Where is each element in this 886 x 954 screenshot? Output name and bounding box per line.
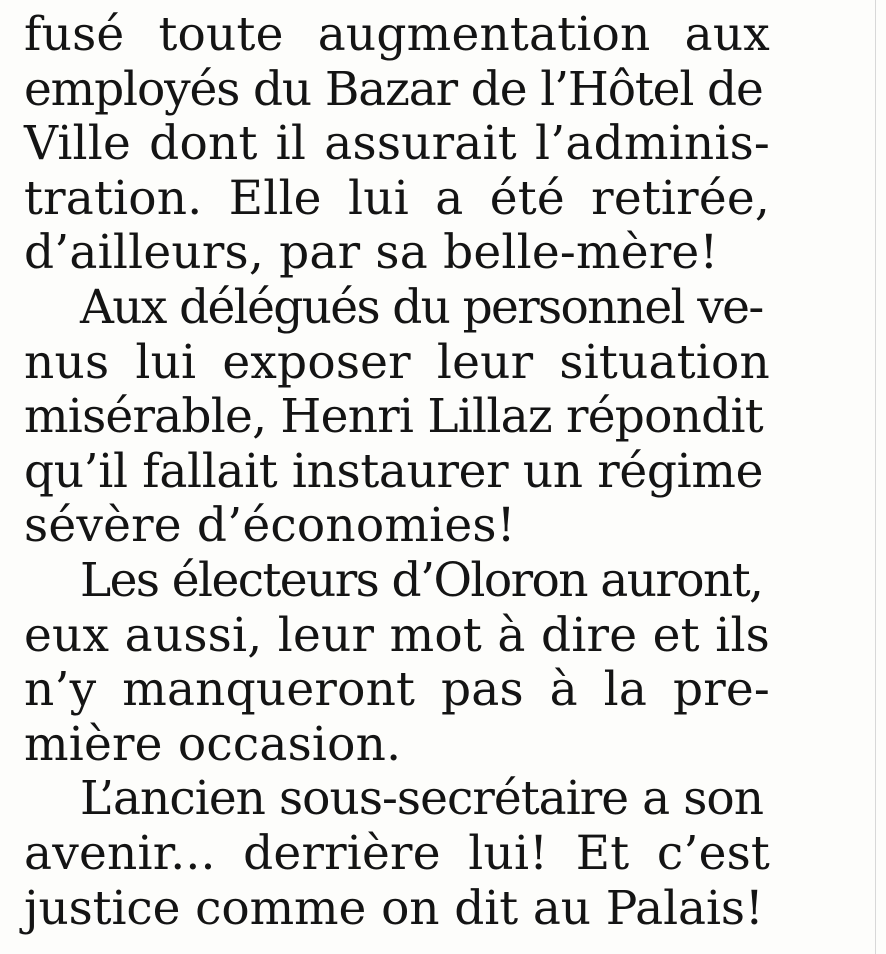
article-column bbox=[24, 8, 770, 936]
text-line: qu’il fallait instaurer un régime bbox=[24, 443, 764, 499]
text-line: Aux délégués du personnel ve- bbox=[80, 279, 763, 335]
text-line: d’ailleurs, par sa belle-mère! bbox=[24, 225, 719, 281]
text-line: L’ancien sous-secrétaire a son bbox=[80, 771, 764, 827]
text-line: misérable, Henri Lillaz répondit bbox=[24, 389, 763, 445]
paragraph-4 bbox=[24, 772, 770, 936]
text-line: tration. Elle lui a été retirée, bbox=[24, 170, 770, 226]
text-line: justice comme on dit au Palais! bbox=[24, 880, 764, 936]
paragraph-3 bbox=[24, 554, 770, 772]
text-line: fusé toute augmentation aux bbox=[24, 7, 770, 62]
text-line: n’y manqueront pas à la pre- bbox=[24, 662, 770, 718]
paragraph-1 bbox=[24, 8, 770, 281]
paragraph-2 bbox=[24, 281, 770, 554]
text-line: Les électeurs d’Oloron auront, bbox=[80, 552, 763, 608]
text-line: Ville dont il assurait l’adminis- bbox=[24, 116, 770, 172]
text-line: mière occasion. bbox=[24, 716, 402, 772]
text-line: employés du Bazar de l’Hôtel de bbox=[24, 61, 763, 117]
text-line: sévère d’économies! bbox=[24, 498, 516, 554]
text-line: eux aussi, leur mot à dire et ils bbox=[24, 607, 770, 663]
text-line: nus lui exposer leur situation bbox=[24, 334, 770, 390]
text-line: avenir... derrière lui! Et c’est bbox=[24, 825, 770, 881]
page-edge-line bbox=[875, 0, 876, 954]
